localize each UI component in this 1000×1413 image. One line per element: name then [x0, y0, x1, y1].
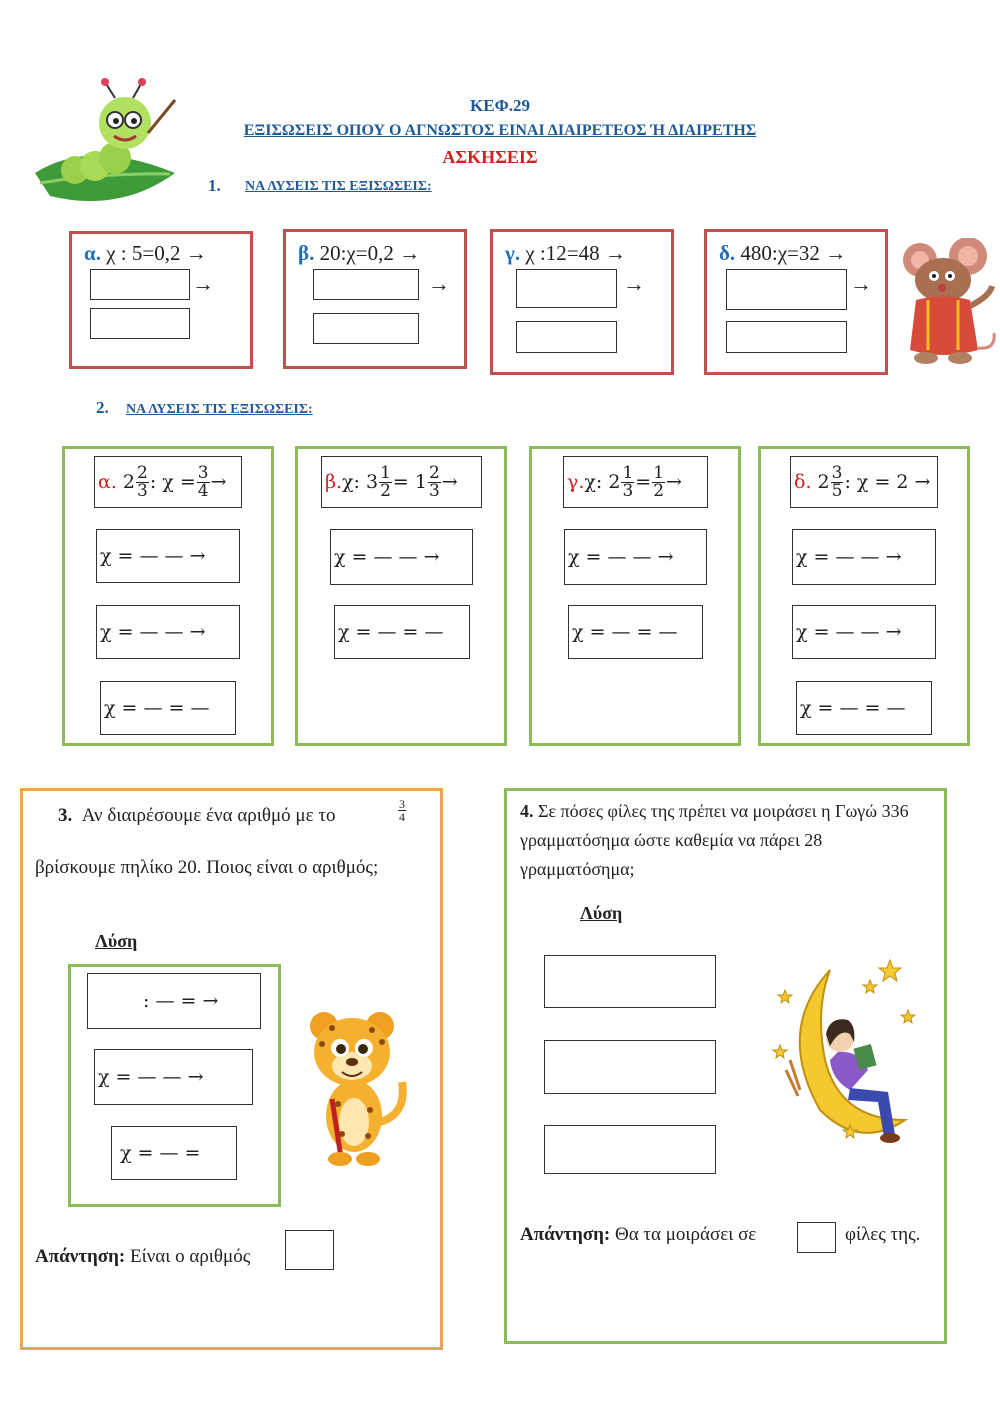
exercise2-d-equation: δ. 2 3 5 : χ = 2 →	[790, 456, 938, 508]
section1-title: ΝΑ ΛΥΣΕΙΣ ΤΙΣ ΕΞΙΣΩΣΕΙΣ:	[245, 179, 432, 194]
exercise1-d-answer-input[interactable]	[726, 321, 847, 353]
exercise4-answer-suffix: φίλες της.	[845, 1224, 921, 1245]
exercise3-text1: 3. Αν διαιρέσουμε ένα αριθμό με το	[58, 805, 336, 826]
exercise3-step1[interactable]: : — = →	[87, 973, 261, 1029]
exercise1-a-equation: α. χ : 5=0,2 →	[84, 241, 207, 265]
exercise1-c-answer-input[interactable]	[516, 321, 617, 353]
exercise2-d-step1[interactable]: χ = — — →	[792, 529, 936, 585]
exercise4-answer-input[interactable]	[797, 1222, 836, 1253]
exercise2-d-step3[interactable]: χ = — = —	[796, 681, 932, 735]
chapter-title: ΚΕΦ.29	[470, 96, 530, 115]
exercise1-d-step1-input[interactable]	[726, 269, 847, 310]
exercise1-c-equation: γ. χ :12=48 →	[505, 241, 626, 265]
exercise3-fraction: 3 4	[399, 797, 405, 824]
exercise2-d-step2[interactable]: χ = — — →	[792, 605, 936, 659]
exercise1-d-arrow: →	[850, 271, 872, 296]
caterpillar-icon	[30, 78, 180, 203]
page-subtitle: ΕΞΙΣΩΣΕΙΣ ΟΠΟΥ Ο ΑΓΝΩΣΤΟΣ ΕΙΝΑΙ ΔΙΑΙΡΕΤΕΟΣ Ή ΔΙΑΙΡΕΤΗΣ	[243, 122, 757, 139]
exercise2-b-equation: β. χ: 3 $\frac{1}{2}$ = 1 2 3 →	[321, 456, 482, 508]
exercise4-step1-input[interactable]	[544, 955, 716, 1008]
section2-title: ΝΑ ΛΥΣΕΙΣ ΤΙΣ ΕΞΙΣΩΣΕΙΣ:	[126, 402, 313, 417]
exercise1-c-step1-input[interactable]	[516, 269, 617, 308]
exercise2-a-step3[interactable]: χ = — = —	[100, 681, 236, 735]
exercise2-c-step2[interactable]: χ = — = —	[568, 605, 703, 659]
exercise3-solution-label: Λύση	[95, 931, 138, 951]
exercise1-a-arrow: →	[192, 271, 214, 296]
mouse-icon	[898, 238, 998, 370]
exercise2-b-step2[interactable]: χ = — = —	[334, 605, 470, 659]
section1-number: 1.	[208, 176, 221, 195]
exercise2-c-equation: γ. χ: 2 $\frac{1}{3}$ = $\frac{1}{2}$ →	[563, 456, 708, 508]
exercises-heading: ΑΣΚΗΣΕΙΣ	[442, 147, 538, 167]
exercise4-solution-label: Λύση	[580, 903, 623, 923]
exercise2-c-step1[interactable]: χ = — — →	[564, 529, 707, 585]
exercise3-step2[interactable]: χ = — — →	[94, 1049, 253, 1105]
exercise4-step2-input[interactable]	[544, 1040, 716, 1094]
exercise4-answer: Απάντηση: Θα τα μοιράσει σε	[520, 1224, 757, 1245]
exercise2-a-step1[interactable]: χ = — — →	[96, 529, 240, 583]
moon-girl-icon	[770, 950, 920, 1155]
exercise1-a-step1-input[interactable]	[90, 269, 190, 300]
exercise4-text: 4. Σε πόσες φίλες της πρέπει να μοιράσει η Γωγώ 336 γραμματόσημα ώστε καθεμία να πάρει 28 γραμματόσημα;	[520, 801, 909, 879]
exercise1-b-step1-input[interactable]	[313, 269, 419, 300]
leopard-icon	[302, 1004, 417, 1169]
exercise4-step3-input[interactable]	[544, 1125, 716, 1174]
exercise1-b-equation: β. 20:χ=0,2 →	[298, 241, 421, 265]
exercise3-step3[interactable]: χ = — =	[111, 1126, 237, 1180]
exercise2-a-equation: α. 2 2 3 : χ = $\frac{3}{4}$ →	[94, 456, 242, 508]
exercise2-b-step1[interactable]: χ = — — →	[330, 529, 473, 585]
exercise1-a-answer-input[interactable]	[90, 308, 190, 339]
exercise1-d-equation: δ. 480:χ=32 →	[719, 241, 847, 265]
exercise1-b-answer-input[interactable]	[313, 313, 419, 344]
exercise2-a-step2[interactable]: χ = — — →	[96, 605, 240, 659]
exercise3-answer-input[interactable]	[285, 1230, 334, 1270]
exercise1-c-arrow: →	[623, 271, 645, 296]
exercise3-text2: βρίσκουμε πηλίκο 20. Ποιος είναι ο αριθμός;	[35, 857, 379, 878]
exercise1-b-arrow: →	[428, 271, 450, 296]
section2-number: 2.	[96, 398, 109, 417]
exercise3-answer: Απάντηση: Είναι ο αριθμός	[35, 1246, 251, 1267]
